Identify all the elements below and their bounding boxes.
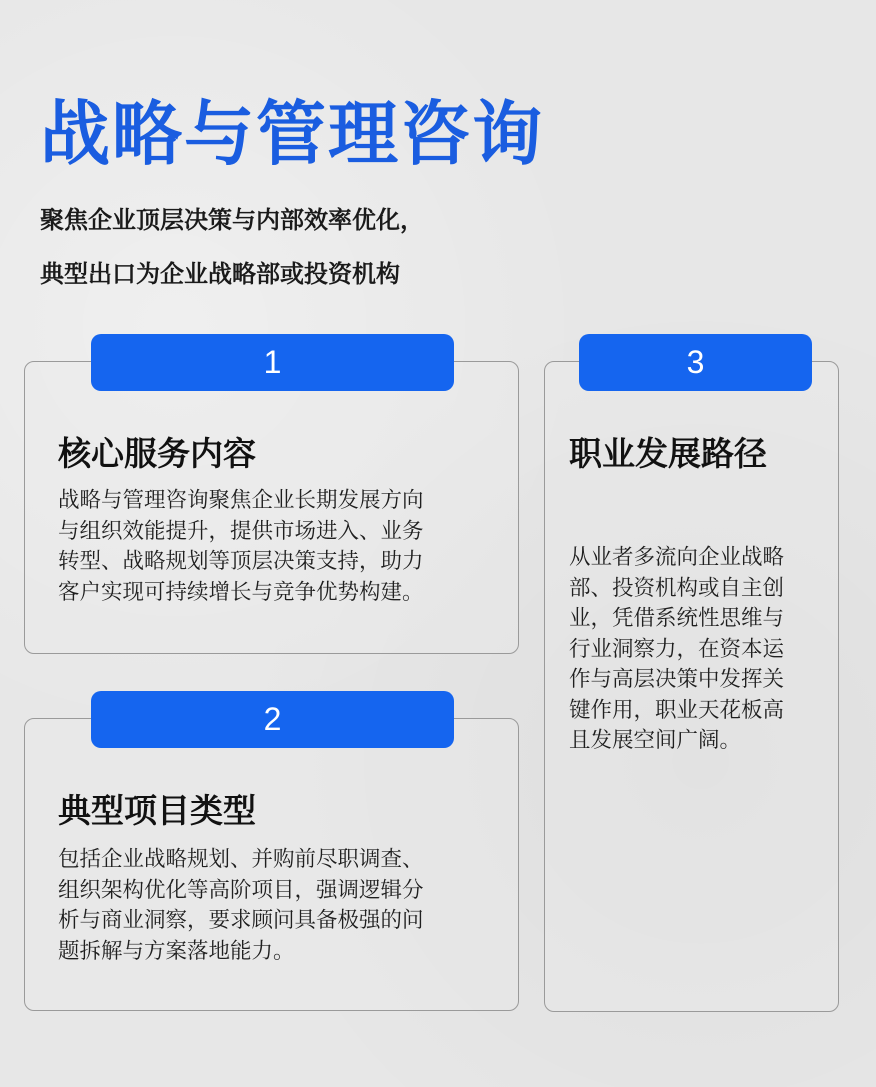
card-3-body bbox=[569, 543, 784, 757]
page-subtitle-line-2: 典型出口为企业战略部或投资机构 bbox=[40, 260, 400, 288]
card-3-body-line: 从业者多流向企业战略 bbox=[569, 545, 785, 570]
card-3-number-badge: 3 bbox=[579, 334, 812, 391]
page-subtitle-line-1: 聚焦企业顶层决策与内部效率优化， bbox=[40, 206, 424, 234]
card-1-body-line: 客户实现可持续增长与竞争优势构建。 bbox=[58, 579, 424, 605]
card-1-body bbox=[58, 486, 424, 608]
card-3-body-line: 部、投资机构或自主创 bbox=[569, 575, 785, 601]
card-2-heading: 典型项目类型 bbox=[58, 791, 256, 830]
card-1-body-line: 转型、战略规划等顶层决策支持，助力 bbox=[58, 549, 424, 574]
card-3-body-line: 行业洞察力，在资本运 bbox=[569, 636, 785, 662]
card-3-heading: 职业发展路径 bbox=[569, 434, 767, 473]
card-3-body-line: 作与高层决策中发挥关 bbox=[569, 667, 785, 692]
card-2-body-line: 包括企业战略规划、并购前尽职调查、 bbox=[58, 847, 424, 872]
card-3-body-line: 键作用，职业天花板高 bbox=[569, 697, 785, 723]
card-1-body-line: 战略与管理咨询聚焦企业长期发展方向 bbox=[58, 488, 424, 513]
card-2-body bbox=[58, 845, 424, 967]
card-3-body-line: 且发展空间广阔。 bbox=[569, 728, 742, 753]
card-2-number-badge: 2 bbox=[91, 691, 454, 748]
card-1-number-badge: 1 bbox=[91, 334, 454, 391]
page-title: 战略与管理咨询 bbox=[40, 93, 544, 175]
card-2-body-line: 组织架构优化等高阶项目，强调逻辑分 bbox=[58, 877, 424, 903]
card-1-body-line: 与组织效能提升，提供市场进入、业务 bbox=[58, 518, 424, 544]
card-3-body-line: 业，凭借系统性思维与 bbox=[569, 606, 785, 631]
card-1-heading: 核心服务内容 bbox=[58, 434, 256, 473]
card-2-body-line: 题拆解与方案落地能力。 bbox=[58, 938, 295, 964]
card-2-body-line: 析与商业洞察，要求顾问具备极强的问 bbox=[58, 908, 424, 933]
